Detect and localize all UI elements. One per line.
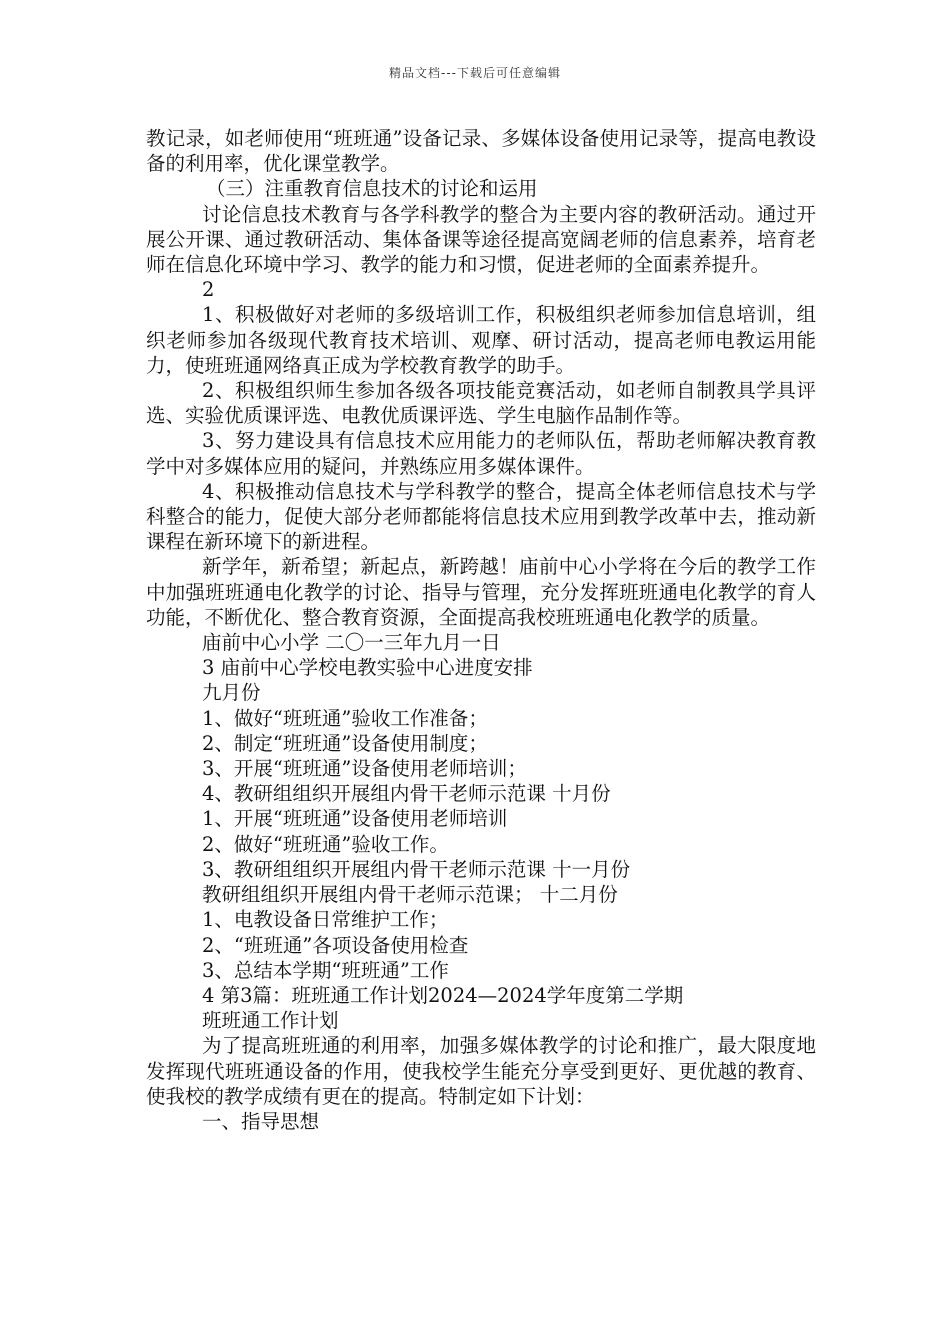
paragraph: 4 第3篇：班班通工作计划2024—2024学年度第二学期 — [202, 983, 684, 1007]
paragraph: 3 庙前中心学校电教实验中心进度安排 — [202, 656, 533, 680]
paragraph: 3、教研组组织开展组内骨干老师示范课 十一月份 — [202, 857, 631, 881]
paragraph: 一、指导思想 — [202, 1109, 320, 1133]
paragraph: 班班通工作计划 — [202, 1009, 339, 1033]
paragraph: 4、教研组组织开展组内骨干老师示范课 十月份 — [202, 782, 611, 806]
paragraph: 新学年，新希望；新起点，新跨越！庙前中心小学将在今后的教学工作中加强班班通电化教学的讨论、指导与管理，充分发挥班班通电化教学的育人功能，不断优化、整合教育资源，全面提高我校班班通电化教学的质量。 — [146, 555, 816, 629]
paragraph: 教记录，如老师使用“班班通”设备记录、多媒体设备使用记录等，提高电教设备的利用率，优化课堂教学。 — [146, 127, 816, 176]
paragraph: 2、积极组织师生参加各级各项技能竞赛活动，如老师自制教具学具评选、实验优质课评选、电教优质课评选、学生电脑作品制作等。 — [146, 379, 816, 428]
document-body — [146, 126, 816, 1134]
paragraph: 3、努力建设具有信息技术应用能力的老师队伍，帮助老师解决教育教学中对多媒体应用的疑问，并熟练应用多媒体课件。 — [146, 429, 816, 478]
paragraph: 2、“班班通”各项设备使用检查 — [202, 933, 469, 957]
paragraph: 2 — [202, 278, 215, 302]
paragraph: 1、积极做好对老师的多级培训工作，积极组织老师参加信息培训，组织老师参加各级现代教育技术培训、观摩、研讨活动，提高老师电教运用能力，使班班通网络真正成为学校教育教学的助手。 — [146, 303, 816, 377]
paragraph: 庙前中心小学 二〇一三年九月一日 — [202, 631, 501, 655]
paragraph: 3、开展“班班通”设备使用老师培训； — [202, 757, 527, 781]
page-header: 精品文档---下载后可任意编辑 — [389, 66, 561, 80]
paragraph: 九月份 — [202, 681, 261, 705]
paragraph: 4、积极推动信息技术与学科教学的整合，提高全体老师信息技术与学科整合的能力，促使大部分老师都能将信息技术应用到教学改革中去，推动新课程在新环境下的新进程。 — [146, 479, 816, 554]
paragraph: 1、开展“班班通”设备使用老师培训 — [202, 807, 508, 831]
paragraph: （三）注重教育信息技术的讨论和运用 — [206, 177, 538, 201]
paragraph: 教研组组织开展组内骨干老师示范课； 十二月份 — [202, 883, 618, 907]
paragraph: 2、做好“班班通”验收工作。 — [202, 832, 449, 856]
paragraph: 2、制定“班班通”设备使用制度； — [202, 731, 488, 755]
paragraph: 1、做好“班班通”验收工作准备； — [202, 706, 488, 730]
paragraph: 1、电教设备日常维护工作； — [202, 908, 449, 932]
paragraph: 讨论信息技术教育与各学科教学的整合为主要内容的教研活动。通过开展公开课、通过教研活动、集体备课等途径提高宽阔老师的信息素养，培育老师在信息化环境中学习、教学的能力和习惯，促进老师的全面素养提升。 — [146, 202, 816, 277]
paragraph: 为了提高班班通的利用率，加强多媒体教学的讨论和推广，最大限度地发挥现代班班通设备的作用，使我校学生能充分享受到更好、更优越的教育、使我校的教学成绩有更在的提高。特制定如下计划： — [146, 1034, 816, 1108]
paragraph: 3、总结本学期“班班通”工作 — [202, 958, 449, 982]
